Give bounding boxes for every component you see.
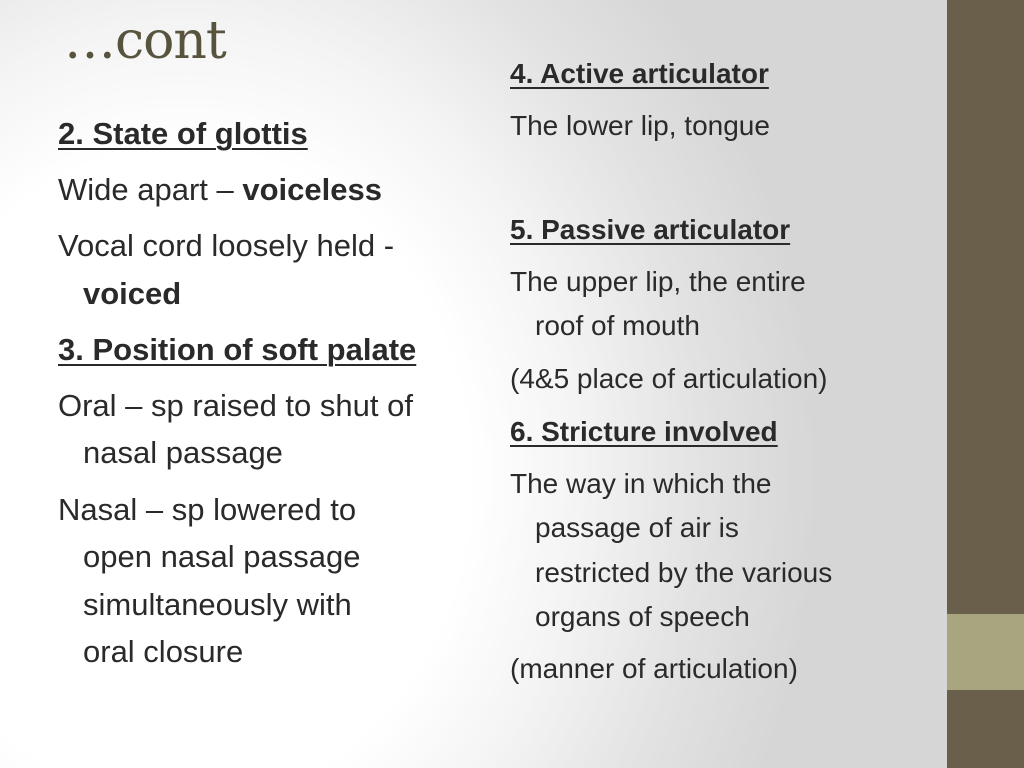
nasal-line-1: Nasal – sp lowered to bbox=[58, 492, 357, 527]
nasal-line-4: oral closure bbox=[83, 634, 244, 669]
wide-apart-text: Wide apart – bbox=[58, 172, 243, 207]
stricture-line-3: restricted by the various bbox=[535, 557, 833, 588]
passive-articulator-heading: 5. Passive articulator bbox=[510, 214, 791, 245]
soft-palate-heading: 3. Position of soft palate bbox=[58, 332, 417, 367]
decorative-sidebar-accent bbox=[947, 614, 1024, 690]
oral-line-2: nasal passage bbox=[83, 435, 283, 470]
slide-title: …cont bbox=[64, 11, 226, 71]
passive-line-1: The upper lip, the entire bbox=[510, 266, 806, 297]
active-articulator-heading: 4. Active articulator bbox=[510, 58, 769, 89]
oral-line-1: Oral – sp raised to shut of bbox=[58, 388, 413, 423]
voiceless-term: voiceless bbox=[242, 172, 382, 207]
wide-apart-line bbox=[58, 166, 382, 214]
stricture-line-2: passage of air is bbox=[535, 512, 739, 543]
nasal-line-2: open nasal passage bbox=[83, 539, 361, 574]
stricture-line-4: organs of speech bbox=[535, 601, 750, 632]
passive-line-2: roof of mouth bbox=[535, 310, 700, 341]
nasal-line-3: simultaneously with bbox=[83, 587, 352, 622]
active-articulator-text: The lower lip, tongue bbox=[510, 110, 770, 141]
stricture-heading: 6. Stricture involved bbox=[510, 416, 778, 447]
glottis-heading: 2. State of glottis bbox=[58, 116, 308, 151]
place-of-articulation-note: (4&5 place of articulation) bbox=[510, 363, 828, 394]
voiced-term: voiced bbox=[83, 276, 182, 311]
vocal-cord-line: Vocal cord loosely held - bbox=[58, 228, 395, 263]
manner-of-articulation-note: (manner of articulation) bbox=[510, 653, 798, 684]
stricture-line-1: The way in which the bbox=[510, 468, 772, 499]
